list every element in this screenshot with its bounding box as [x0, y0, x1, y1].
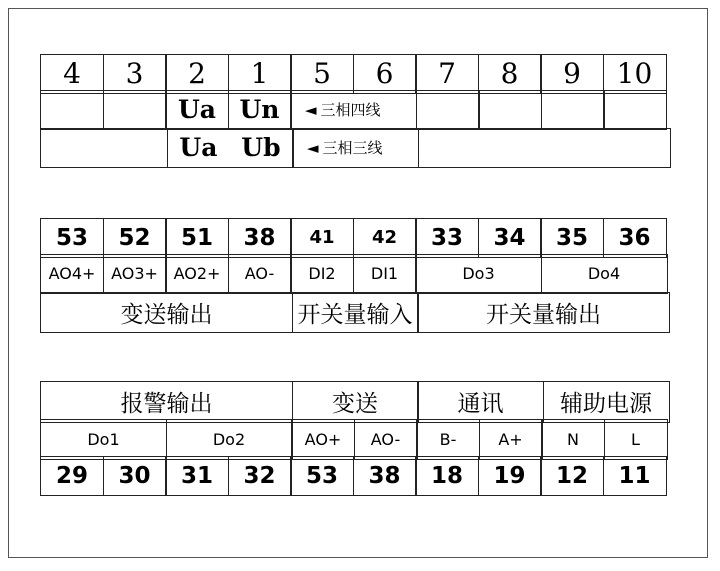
signal-label: AO-: [228, 254, 292, 294]
terminal-number: 11: [603, 456, 667, 496]
arrow-left-icon: ◄: [305, 100, 317, 119]
three-wire-note: [292, 128, 419, 168]
terminal-number: 18: [415, 456, 479, 496]
ub-label: Ub: [241, 133, 281, 163]
block1-terminal-numbers: [40, 54, 669, 92]
signal-label: N: [541, 419, 605, 460]
group-label: 报警输出: [40, 381, 293, 423]
terminal-number: 31: [165, 456, 229, 496]
signal-label: Do1: [40, 419, 167, 460]
terminal-number: 42: [353, 218, 417, 258]
group-label: 开关量输入: [292, 292, 419, 333]
terminal-number: 34: [478, 218, 542, 258]
signal-label: DI2: [290, 254, 354, 294]
four-wire-label: 三相四线: [320, 101, 381, 120]
signal-label: Do4: [541, 254, 668, 294]
signal-label: AO-: [354, 419, 418, 460]
terminal-number: 5: [290, 54, 354, 94]
block1-three-wire-row: [40, 128, 669, 166]
empty-cell: [418, 128, 671, 168]
arrow-left-icon: ◄: [307, 138, 319, 157]
empty-cell: [416, 90, 480, 130]
block2-group-labels: [40, 292, 669, 331]
terminal-number: 30: [103, 456, 167, 496]
terminal-number: 1: [228, 54, 292, 94]
empty-cell: [40, 90, 104, 130]
signal-label: B-: [416, 419, 480, 460]
signal-label: Do2: [166, 419, 293, 460]
terminal-number: 33: [415, 218, 479, 258]
terminal-number: 51: [165, 218, 229, 258]
block2-terminal-numbers: [40, 218, 669, 256]
block1-four-wire-row: [40, 90, 669, 128]
group-label: 通讯: [417, 381, 544, 423]
terminal-number: 41: [290, 218, 354, 258]
un-label: Un: [228, 90, 292, 130]
signal-label: Do3: [415, 254, 542, 294]
terminal-number: 32: [228, 456, 292, 496]
terminal-number: 2: [165, 54, 229, 94]
empty-cell: [40, 128, 168, 168]
terminal-number: 9: [540, 54, 604, 94]
terminal-number: 35: [540, 218, 604, 258]
terminal-number: 53: [40, 218, 104, 258]
block2-signal-labels: [40, 254, 669, 292]
ua-label: Ua: [179, 133, 218, 163]
signal-label: AO4+: [40, 254, 104, 294]
empty-cell: [603, 90, 667, 130]
ua-ub-cell: [167, 128, 294, 168]
terminal-number: 8: [478, 54, 542, 94]
signal-label: L: [604, 419, 668, 460]
terminal-number: 12: [540, 456, 604, 496]
block3-terminal-numbers: [40, 456, 669, 494]
signal-label: AO2+: [165, 254, 229, 294]
empty-cell: [103, 90, 167, 130]
signal-label: DI1: [353, 254, 417, 294]
terminal-number: 7: [415, 54, 479, 94]
block3-signal-labels: [40, 419, 669, 458]
terminal-number: 10: [603, 54, 667, 94]
terminal-number: 53: [290, 456, 354, 496]
terminal-number: 19: [478, 456, 542, 496]
signal-label: AO+: [291, 419, 355, 460]
terminal-number: 3: [103, 54, 167, 94]
terminal-number: 52: [103, 218, 167, 258]
group-label: 变送输出: [40, 292, 293, 333]
empty-cell: [478, 90, 542, 130]
empty-cell: [541, 90, 605, 130]
terminal-number: 6: [353, 54, 417, 94]
four-wire-note: [290, 90, 417, 130]
group-label: 开关量输出: [417, 292, 670, 333]
block3-group-labels: [40, 381, 669, 421]
group-label: 辅助电源: [543, 381, 670, 423]
group-label: 变送: [292, 381, 419, 423]
ua-label: Ua: [165, 90, 229, 130]
terminal-number: 4: [40, 54, 104, 94]
terminal-number: 38: [353, 456, 417, 496]
three-wire-label: 三相三线: [322, 139, 383, 158]
signal-label: AO3+: [103, 254, 167, 294]
terminal-number: 29: [40, 456, 104, 496]
signal-label: A+: [479, 419, 543, 460]
terminal-number: 38: [228, 218, 292, 258]
terminal-number: 36: [603, 218, 667, 258]
